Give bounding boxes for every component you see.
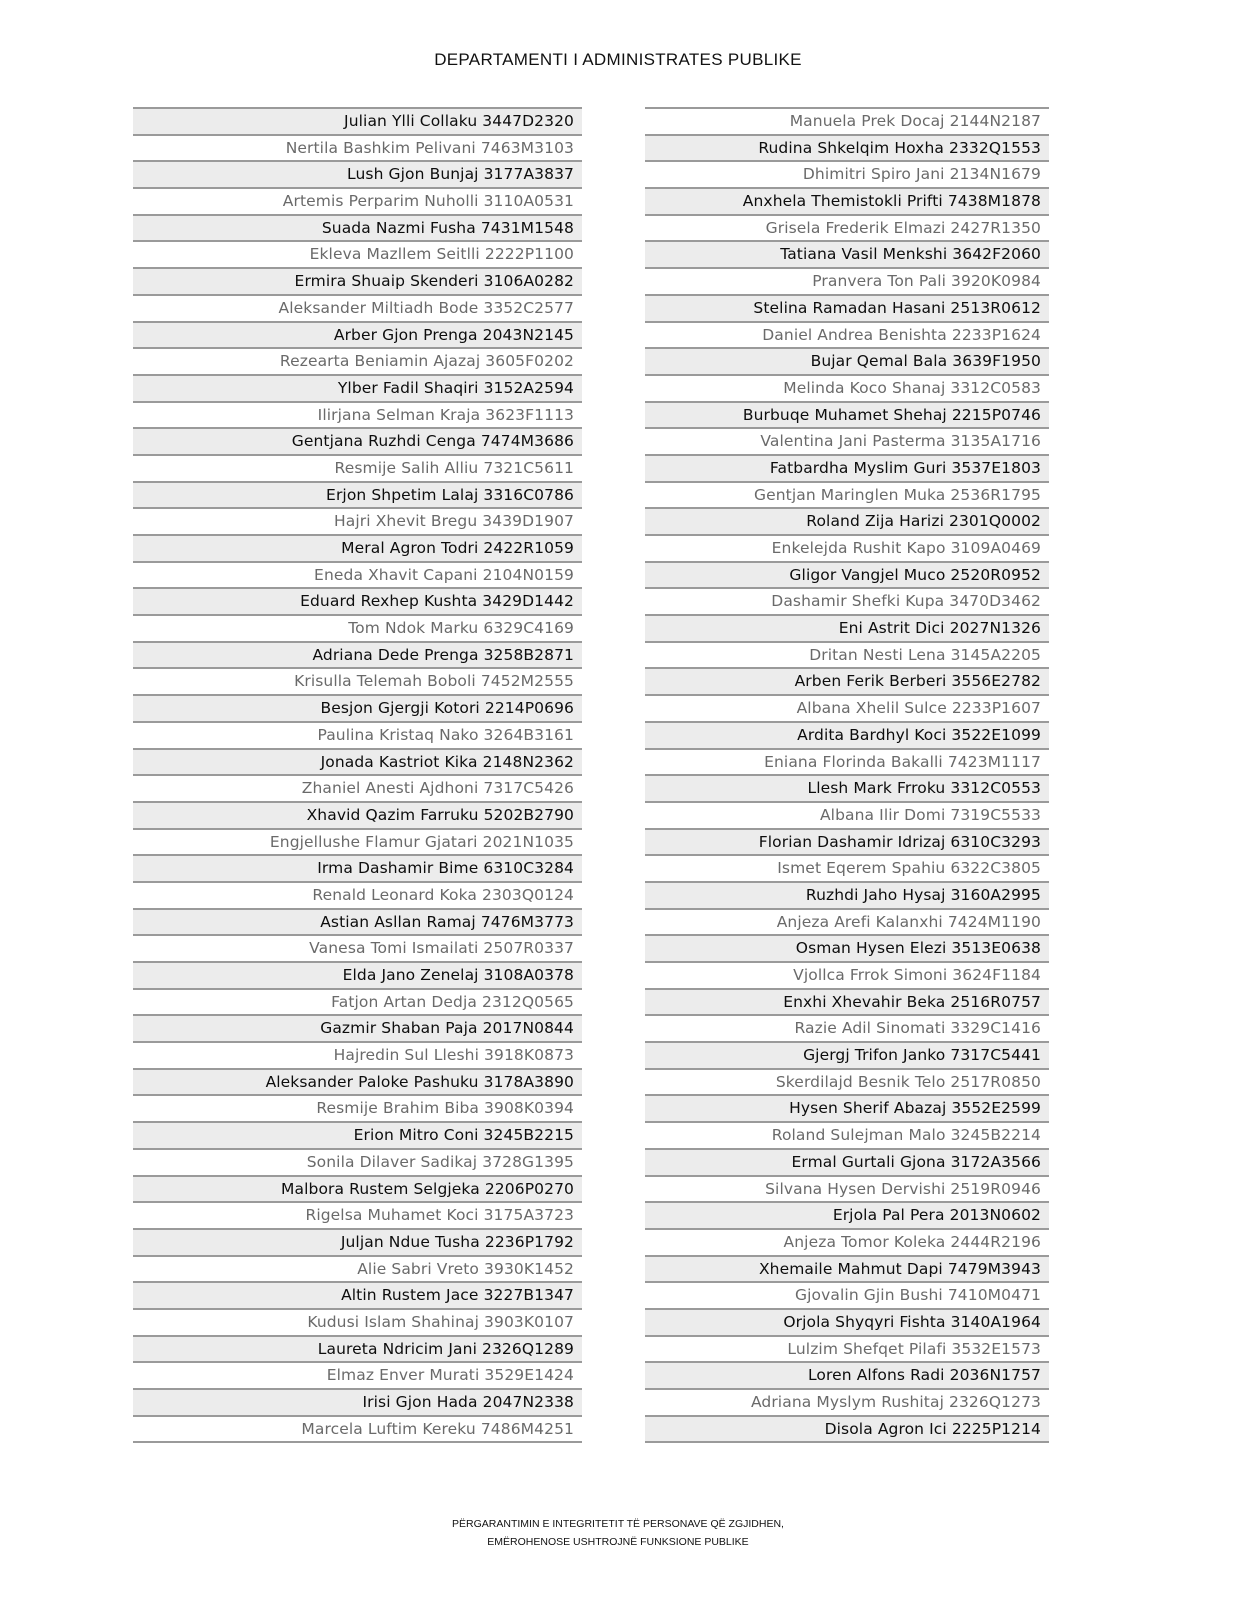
list-row: Besjon Gjergji Kotori 2214P0696 xyxy=(133,694,582,721)
list-row: Vjollca Frrok Simoni 3624F1184 xyxy=(645,961,1049,988)
list-row: Gentjana Ruzhdi Cenga 7474M3686 xyxy=(133,427,582,454)
list-row: Kudusi Islam Shahinaj 3903K0107 xyxy=(133,1308,582,1335)
list-row: Dritan Nesti Lena 3145A2205 xyxy=(645,641,1049,668)
list-row: Jonada Kastriot Kika 2148N2362 xyxy=(133,748,582,775)
list-row: Gazmir Shaban Paja 2017N0844 xyxy=(133,1014,582,1041)
list-row: Adriana Dede Prenga 3258B2871 xyxy=(133,641,582,668)
list-row: Albana Ilir Domi 7319C5533 xyxy=(645,801,1049,828)
list-row: Meral Agron Todri 2422R1059 xyxy=(133,534,582,561)
list-row: Renald Leonard Koka 2303Q0124 xyxy=(133,881,582,908)
list-row: Ilirjana Selman Kraja 3623F1113 xyxy=(133,401,582,428)
list-row: Arber Gjon Prenga 2043N2145 xyxy=(133,321,582,348)
list-row: Valentina Jani Pasterma 3135A1716 xyxy=(645,427,1049,454)
list-row: Xhavid Qazim Farruku 5202B2790 xyxy=(133,801,582,828)
list-row: Rezearta Beniamin Ajazaj 3605F0202 xyxy=(133,347,582,374)
list-row: Engjellushe Flamur Gjatari 2021N1035 xyxy=(133,828,582,855)
page-title: DEPARTAMENTI I ADMINISTRATES PUBLIKE xyxy=(434,50,802,69)
list-row: Aleksander Miltiadh Bode 3352C2577 xyxy=(133,294,582,321)
list-row: Enkelejda Rushit Kapo 3109A0469 xyxy=(645,534,1049,561)
list-row: Erjon Shpetim Lalaj 3316C0786 xyxy=(133,481,582,508)
list-row: Anjeza Tomor Koleka 2444R2196 xyxy=(645,1228,1049,1255)
list-row: Elda Jano Zenelaj 3108A0378 xyxy=(133,961,582,988)
list-row: Laureta Ndricim Jani 2326Q1289 xyxy=(133,1335,582,1362)
list-row: Anxhela Themistokli Prifti 7438M1878 xyxy=(645,187,1049,214)
list-row: Ardita Bardhyl Koci 3522E1099 xyxy=(645,721,1049,748)
list-row: Gligor Vangjel Muco 2520R0952 xyxy=(645,561,1049,588)
list-row: Roland Zija Harizi 2301Q0002 xyxy=(645,507,1049,534)
list-row: Silvana Hysen Dervishi 2519R0946 xyxy=(645,1175,1049,1202)
list-row: Melinda Koco Shanaj 3312C0583 xyxy=(645,374,1049,401)
list-row: Erjola Pal Pera 2013N0602 xyxy=(645,1201,1049,1228)
list-row: Rigelsa Muhamet Koci 3175A3723 xyxy=(133,1201,582,1228)
list-row: Enxhi Xhevahir Beka 2516R0757 xyxy=(645,988,1049,1015)
list-row: Astian Asllan Ramaj 7476M3773 xyxy=(133,908,582,935)
list-row: Erion Mitro Coni 3245B2215 xyxy=(133,1121,582,1148)
list-row: Ruzhdi Jaho Hysaj 3160A2995 xyxy=(645,881,1049,908)
list-row: Paulina Kristaq Nako 3264B3161 xyxy=(133,721,582,748)
list-row: Gjergj Trifon Janko 7317C5441 xyxy=(645,1041,1049,1068)
list-row: Ismet Eqerem Spahiu 6322C3805 xyxy=(645,854,1049,881)
list-row: Fatbardha Myslim Guri 3537E1803 xyxy=(645,454,1049,481)
list-row: Disola Agron Ici 2225P1214 xyxy=(645,1415,1049,1442)
list-row: Gentjan Maringlen Muka 2536R1795 xyxy=(645,481,1049,508)
list-row: Julian Ylli Collaku 3447D2320 xyxy=(133,107,582,134)
list-row: Osman Hysen Elezi 3513E0638 xyxy=(645,934,1049,961)
list-row: Eniana Florinda Bakalli 7423M1117 xyxy=(645,748,1049,775)
list-row: Juljan Ndue Tusha 2236P1792 xyxy=(133,1228,582,1255)
page-footer xyxy=(0,1515,1236,1551)
list-row: Dashamir Shefki Kupa 3470D3462 xyxy=(645,587,1049,614)
list-row: Malbora Rustem Selgjeka 2206P0270 xyxy=(133,1175,582,1202)
list-row: Rudina Shkelqim Hoxha 2332Q1553 xyxy=(645,134,1049,161)
list-row: Razie Adil Sinomati 3329C1416 xyxy=(645,1014,1049,1041)
list-row: Grisela Frederik Elmazi 2427R1350 xyxy=(645,214,1049,241)
list-row: Hajri Xhevit Bregu 3439D1907 xyxy=(133,507,582,534)
list-row: Adriana Myslym Rushitaj 2326Q1273 xyxy=(645,1388,1049,1415)
list-row: Orjola Shyqyri Fishta 3140A1964 xyxy=(645,1308,1049,1335)
list-row: Loren Alfons Radi 2036N1757 xyxy=(645,1361,1049,1388)
list-row: Roland Sulejman Malo 3245B2214 xyxy=(645,1121,1049,1148)
list-bottom-rule xyxy=(645,1441,1049,1443)
list-row: Tatiana Vasil Menkshi 3642F2060 xyxy=(645,240,1049,267)
list-row: Resmije Brahim Biba 3908K0394 xyxy=(133,1094,582,1121)
left-name-list xyxy=(133,107,582,1443)
list-row: Pranvera Ton Pali 3920K0984 xyxy=(645,267,1049,294)
list-row: Xhemaile Mahmut Dapi 7479M3943 xyxy=(645,1255,1049,1282)
list-row: Ermira Shuaip Skenderi 3106A0282 xyxy=(133,267,582,294)
footer-line-1: PËRGARANTIMIN E INTEGRITETIT TË PERSONAVE QË ZGJIDHEN, xyxy=(452,1518,784,1530)
list-row: Llesh Mark Frroku 3312C0553 xyxy=(645,774,1049,801)
list-row: Marcela Luftim Kereku 7486M4251 xyxy=(133,1415,582,1442)
list-row: Burbuqe Muhamet Shehaj 2215P0746 xyxy=(645,401,1049,428)
list-row: Resmije Salih Alliu 7321C5611 xyxy=(133,454,582,481)
list-row: Skerdilajd Besnik Telo 2517R0850 xyxy=(645,1068,1049,1095)
list-row: Irisi Gjon Hada 2047N2338 xyxy=(133,1388,582,1415)
list-row: Altin Rustem Jace 3227B1347 xyxy=(133,1281,582,1308)
list-row: Stelina Ramadan Hasani 2513R0612 xyxy=(645,294,1049,321)
list-row: Irma Dashamir Bime 6310C3284 xyxy=(133,854,582,881)
list-row: Hajredin Sul Lleshi 3918K0873 xyxy=(133,1041,582,1068)
list-row: Florian Dashamir Idrizaj 6310C3293 xyxy=(645,828,1049,855)
list-row: Suada Nazmi Fusha 7431M1548 xyxy=(133,214,582,241)
list-row: Eni Astrit Dici 2027N1326 xyxy=(645,614,1049,641)
list-row: Ekleva Mazllem Seitlli 2222P1100 xyxy=(133,240,582,267)
list-row: Zhaniel Anesti Ajdhoni 7317C5426 xyxy=(133,774,582,801)
list-row: Lush Gjon Bunjaj 3177A3837 xyxy=(133,160,582,187)
list-row: Arben Ferik Berberi 3556E2782 xyxy=(645,667,1049,694)
list-row: Ylber Fadil Shaqiri 3152A2594 xyxy=(133,374,582,401)
list-row: Krisulla Telemah Boboli 7452M2555 xyxy=(133,667,582,694)
list-row: Lulzim Shefqet Pilafi 3532E1573 xyxy=(645,1335,1049,1362)
list-row: Nertila Bashkim Pelivani 7463M3103 xyxy=(133,134,582,161)
list-row: Tom Ndok Marku 6329C4169 xyxy=(133,614,582,641)
list-row: Sonila Dilaver Sadikaj 3728G1395 xyxy=(133,1148,582,1175)
list-row: Hysen Sherif Abazaj 3552E2599 xyxy=(645,1094,1049,1121)
list-row: Alie Sabri Vreto 3930K1452 xyxy=(133,1255,582,1282)
list-row: Manuela Prek Docaj 2144N2187 xyxy=(645,107,1049,134)
list-row: Eneda Xhavit Capani 2104N0159 xyxy=(133,561,582,588)
list-row: Dhimitri Spiro Jani 2134N1679 xyxy=(645,160,1049,187)
list-row: Bujar Qemal Bala 3639F1950 xyxy=(645,347,1049,374)
list-row: Gjovalin Gjin Bushi 7410M0471 xyxy=(645,1281,1049,1308)
list-row: Anjeza Arefi Kalanxhi 7424M1190 xyxy=(645,908,1049,935)
footer-line-2: EMËROHENOSE USHTROJNË FUNKSIONE PUBLIKE xyxy=(487,1536,749,1548)
right-name-list xyxy=(645,107,1049,1443)
list-row: Daniel Andrea Benishta 2233P1624 xyxy=(645,321,1049,348)
list-row: Albana Xhelil Sulce 2233P1607 xyxy=(645,694,1049,721)
list-row: Eduard Rexhep Kushta 3429D1442 xyxy=(133,587,582,614)
list-row: Aleksander Paloke Pashuku 3178A3890 xyxy=(133,1068,582,1095)
list-row: Elmaz Enver Murati 3529E1424 xyxy=(133,1361,582,1388)
list-row: Fatjon Artan Dedja 2312Q0565 xyxy=(133,988,582,1015)
list-row: Vanesa Tomi Ismailati 2507R0337 xyxy=(133,934,582,961)
list-row: Artemis Perparim Nuholli 3110A0531 xyxy=(133,187,582,214)
list-bottom-rule xyxy=(133,1441,582,1443)
list-row: Ermal Gurtali Gjona 3172A3566 xyxy=(645,1148,1049,1175)
